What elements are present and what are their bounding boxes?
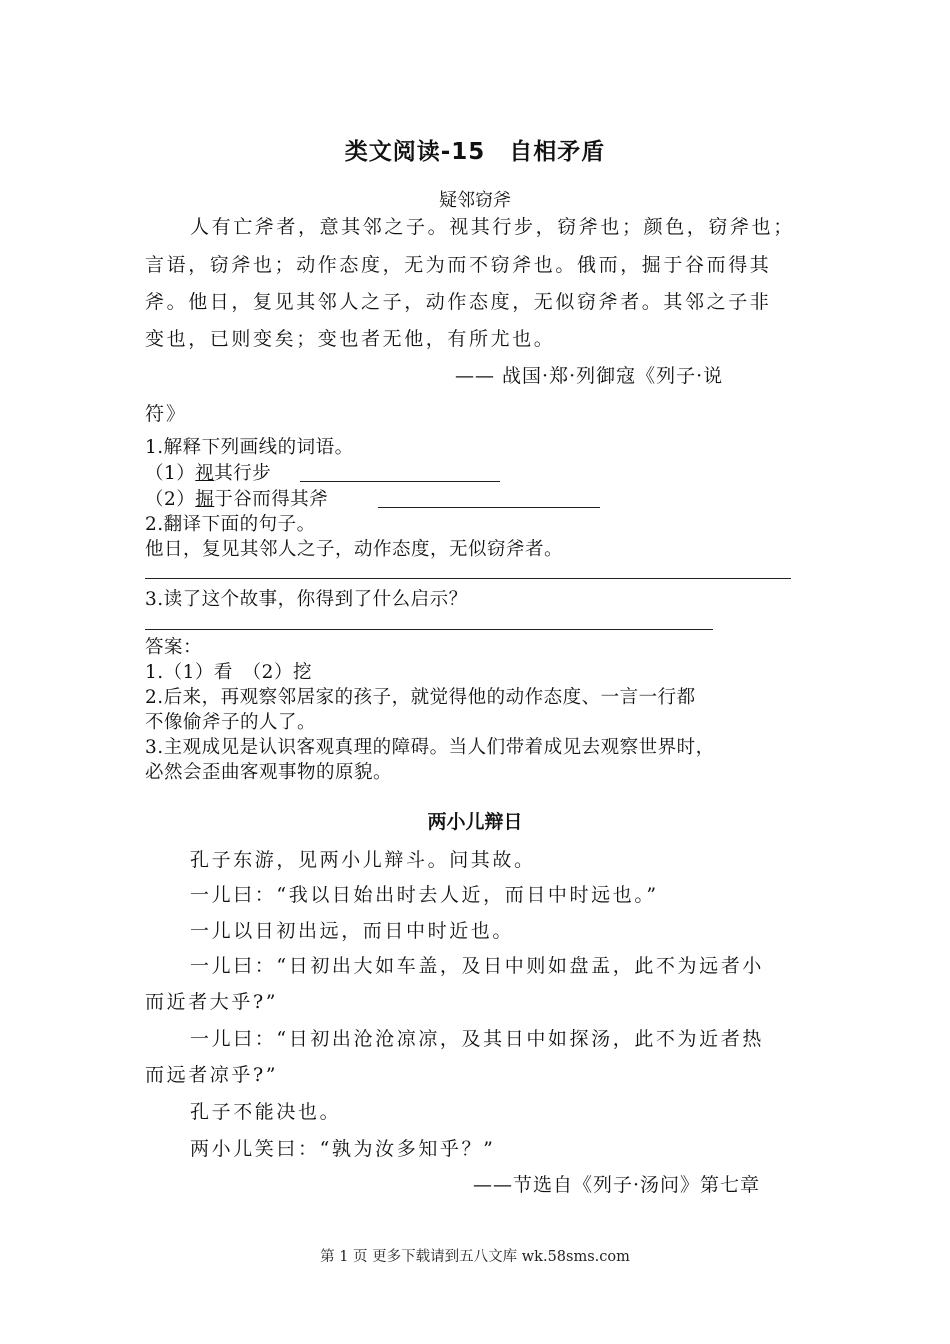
question-1-1: （1）视其行步 [145,463,272,484]
page-footer: 第 1 页 更多下载请到五八文库 wk.58sms.com [320,1249,630,1265]
passage1-title: 疑邻窃斧 [439,190,511,211]
answer-blank [378,507,600,508]
passage2-line: 一儿以日初出远，而日中时近也。 [190,920,515,942]
answer-blank [145,629,713,630]
page-title: 类文阅读-15 自相矛盾 [344,139,606,165]
passage2-line: 而远者凉乎?” [145,1064,279,1086]
passage1-source-cont: 符》 [145,403,188,425]
passage1-line: 变也，已则变矣；变也者无他，有所尤也。 [145,328,556,350]
passage1-line: 人有亡斧者，意其邻之子。视其行步，窃斧也；颜色，窃斧也； [190,216,795,238]
passage1-line: 言语，窃斧也；动作态度，无为而不窃斧也。俄而，掘于谷而得其 [145,254,772,276]
passage2-line: 孔子不能决也。 [190,1101,342,1123]
passage2-line: 一儿曰：“日初出大如车盖，及日中则如盘盂，此不为远者小 [190,955,764,977]
passage2-line: 两小儿笑曰：“孰为汝多知乎？” [190,1138,496,1160]
answer-3: 3.主观成见是认识客观真理的障碍。当人们带着成见去观察世界时， [145,737,715,758]
underlined-word: 掘 [195,489,215,510]
answer-1: 1.（1）看 （2）挖 [145,662,312,683]
answer-2-cont: 不像偷斧子的人了。 [145,712,317,733]
answer-3-cont: 必然会歪曲客观事物的原貌。 [145,762,393,783]
question-1: 1.解释下列画线的词语。 [145,437,354,458]
question-3: 3.读了这个故事，你得到了什么启示？ [145,589,468,610]
passage2-line: 孔子东游，见两小儿辩斗。问其故。 [190,849,536,871]
passage1-line: 斧。他日，复见其邻人之子，动作态度，无似窃斧者。其邻之子非 [145,291,772,313]
passage2-line: 一儿曰：“日初出沧沧凉凉，及其日中如探汤，此不为近者热 [190,1028,764,1050]
answer-2: 2.后来，再观察邻居家的孩子，就觉得他的动作态度、一言一行都 [145,687,696,708]
question-2-sentence: 他日，复见其邻人之子，动作态度，无似窃斧者。 [145,539,564,560]
underlined-word: 视 [195,463,215,484]
passage2-line: 一儿曰：“我以日始出时去人近，而日中时远也。” [190,884,659,906]
question-2: 2.翻译下面的句子。 [145,514,316,535]
answer-blank [145,578,791,579]
passage2-line: 而近者大乎?” [145,991,279,1013]
answer-blank [300,481,500,482]
passage2-source: ——节选自《列子·汤问》第七章 [473,1174,761,1196]
passage1-source: —— 战国·郑·列御寇《列子·说 [455,365,724,387]
passage2-title: 两小儿辩日 [427,811,523,833]
question-1-2: （2）掘于谷而得其斧 [145,489,329,510]
answer-label: 答案： [145,637,203,658]
